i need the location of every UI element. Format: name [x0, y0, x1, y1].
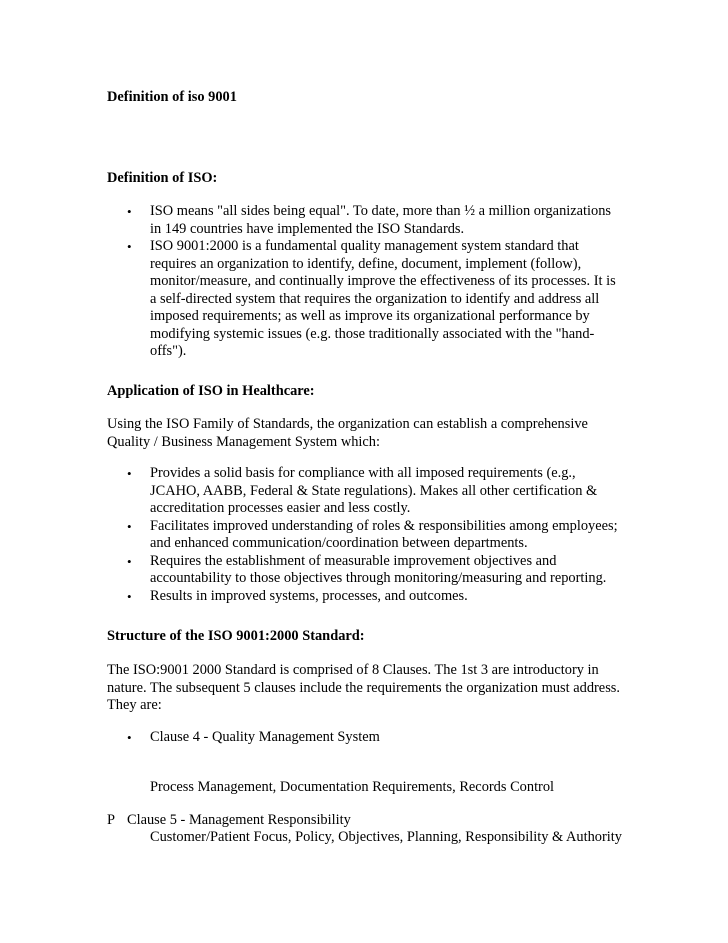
list-item-line: and enhanced communication/coordination between departments. — [150, 535, 528, 551]
paragraph-line: nature. The subsequent 5 clauses include the requirements the organization must address. — [107, 679, 620, 696]
definition-list — [0, 203, 728, 361]
list-item-line: Results in improved systems, processes, and outcomes. — [150, 587, 468, 604]
bullet-icon: • — [127, 239, 132, 254]
clause-5-mark: P — [107, 812, 116, 828]
list-item — [0, 729, 630, 747]
list-item — [0, 553, 630, 588]
structure-intro — [107, 662, 627, 715]
list-item-line: ISO means "all sides being equal". To date, more than ½ a million organizations — [150, 203, 612, 219]
bullet-icon: • — [127, 466, 132, 481]
bullet-icon: • — [127, 553, 132, 569]
list-item-line: in 149 countries have implemented the ISO Standards. — [150, 220, 465, 237]
list-item — [0, 203, 630, 238]
list-item-line: Requires the establishment of measurable improvement objectives and — [150, 552, 557, 569]
list-item-line: modifying systemic issues (e.g. those traditionally associated with the "hand- — [150, 325, 595, 342]
list-item-line: Provides a solid basis for compliance with all imposed requirements (e.g., — [150, 465, 576, 481]
list-item — [0, 465, 630, 518]
list-item-line: offs"). — [150, 343, 187, 359]
document-title: Definition of iso 9001 — [107, 89, 237, 105]
list-item-line: accreditation processes easier and less costly. — [150, 500, 411, 516]
bullet-icon: • — [127, 518, 132, 534]
definition-heading: Definition of ISO: — [107, 170, 218, 186]
list-item-line: Facilitates improved understanding of roles & responsibilities among employees; — [150, 517, 618, 534]
clause-4-label: Clause 4 - Quality Management System — [150, 729, 380, 745]
paragraph-line: They are: — [107, 697, 162, 713]
paragraph-line: The ISO:9001 2000 Standard is comprised of 8 Clauses. The 1st 3 are introductory in — [107, 662, 599, 678]
list-item-line: a self-directed system that requires the organization to identify and address all — [150, 290, 600, 307]
bullet-icon: • — [127, 730, 132, 745]
clause-4-detail: Process Management, Documentation Requirements, Records Control — [150, 779, 555, 795]
application-list — [0, 465, 728, 605]
list-item-line: imposed requirements; as well as improve its organizational performance by — [150, 308, 590, 324]
clause-list — [0, 729, 728, 747]
list-item-line: JCAHO, AABB, Federal & State regulations). Makes all other certification & — [150, 482, 598, 499]
bullet-icon: • — [127, 588, 132, 604]
clause-5-label: Clause 5 - Management Responsibility — [127, 812, 351, 828]
bullet-icon: • — [127, 204, 132, 219]
paragraph-line: Quality / Business Management System which: — [107, 433, 380, 450]
application-heading: Application of ISO in Healthcare: — [107, 383, 315, 399]
clause-5-line — [107, 812, 351, 830]
clause-5-detail: Customer/Patient Focus, Policy, Objectives, Planning, Responsibility & Authority — [150, 829, 622, 845]
list-item — [0, 588, 630, 606]
paragraph-line: Using the ISO Family of Standards, the organization can establish a comprehensive — [107, 416, 588, 432]
list-item — [0, 238, 630, 361]
list-item-line: monitor/measure, and continually improve the effectiveness of its processes. It is — [150, 273, 616, 289]
list-item-line: ISO 9001:2000 is a fundamental quality management system standard that — [150, 238, 579, 254]
list-item-line: accountability to those objectives through monitoring/measuring and reporting. — [150, 570, 607, 586]
application-intro — [107, 416, 627, 451]
list-item-line: requires an organization to identify, define, document, implement (follow), — [150, 255, 582, 272]
structure-heading: Structure of the ISO 9001:2000 Standard: — [107, 628, 365, 644]
list-item — [0, 518, 630, 553]
